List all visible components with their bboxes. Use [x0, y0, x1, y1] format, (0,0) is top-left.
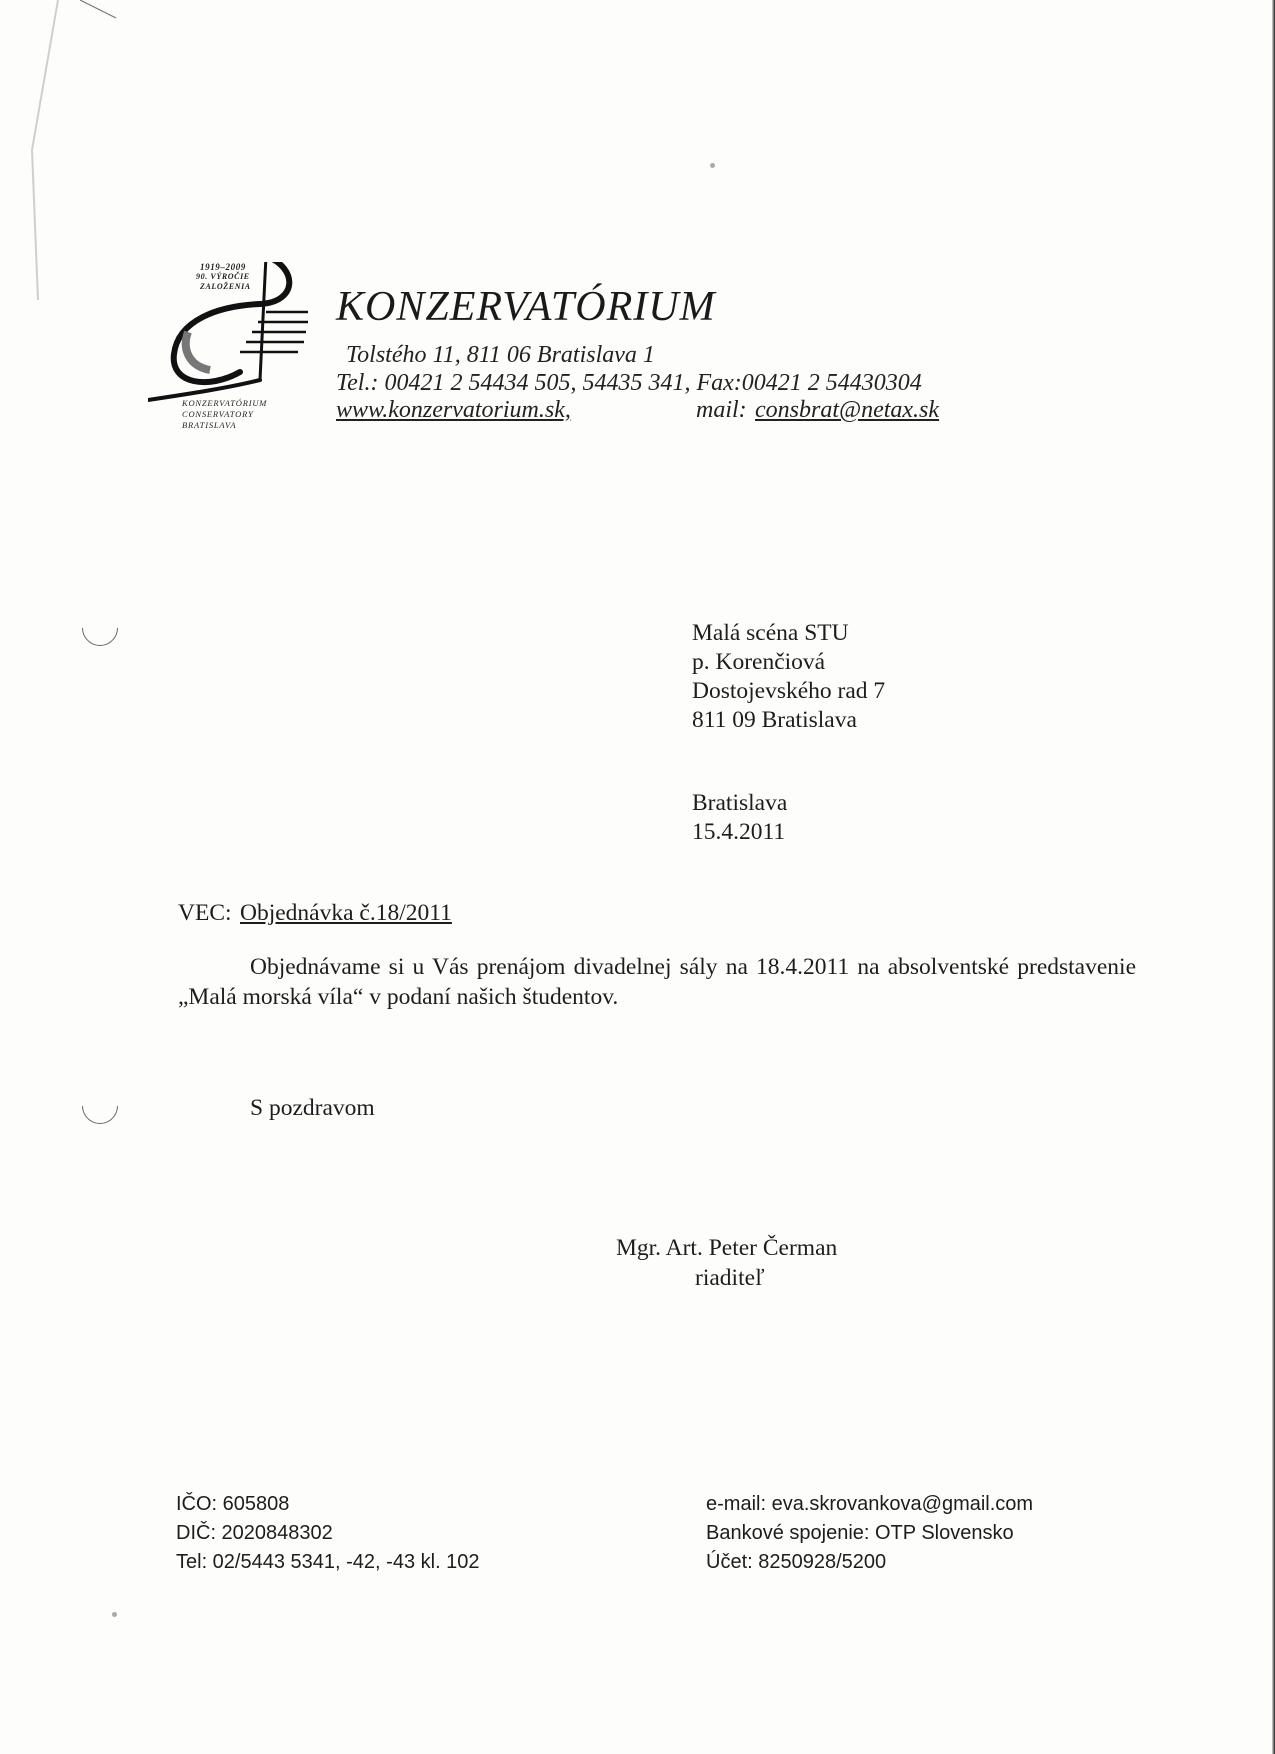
recipient-line-4: 811 09 Bratislava	[692, 707, 857, 733]
footer-dic: DIČ: 2020848302	[176, 1522, 333, 1544]
date: 15.4.2011	[692, 819, 786, 845]
header-mail-label: mail:	[696, 397, 747, 423]
subject-text: Objednávka č.18/2011	[240, 900, 452, 926]
footer-bank: Bankové spojenie: OTP Slovensko	[706, 1522, 1014, 1544]
punch-hole-mark	[75, 603, 126, 654]
footer-tel: Tel: 02/5443 5341, -42, -43 kl. 102	[176, 1551, 480, 1573]
logo-line-konzervatorium: KONZERVATÓRIUM	[182, 398, 268, 408]
header-website-link[interactable]: www.konzervatorium.sk,	[336, 397, 571, 423]
scan-speck	[710, 163, 715, 168]
conservatory-logo	[148, 262, 308, 442]
recipient-line-3: Dostojevského rad 7	[692, 678, 886, 704]
subject-label: VEC:	[178, 900, 232, 926]
footer-ico: IČO: 605808	[176, 1493, 290, 1515]
letter-body: Objednávame si u Vás prenájom divadelnej sály na 18.4.2011 na absolventské predstavenie „Malá morská víla“ v podaní našich študentov.	[178, 954, 1136, 1010]
signatory-name: Mgr. Art. Peter Čerman	[616, 1235, 838, 1261]
logo-line-conservatory: CONSERVATORY	[182, 409, 254, 419]
scan-speck	[112, 1612, 117, 1617]
signatory-title: riaditeľ	[695, 1265, 765, 1291]
closing: S pozdravom	[250, 1095, 375, 1121]
logo-line-bratislava: BRATISLAVA	[182, 420, 237, 430]
header-address: Tolstého 11, 811 06 Bratislava 1	[346, 342, 655, 368]
scan-corner-mark	[80, 0, 120, 20]
header-mail-link[interactable]: consbrat@netax.sk	[755, 397, 940, 423]
logo-founding-text: ZALOŽENIA	[200, 282, 251, 291]
place: Bratislava	[692, 790, 788, 816]
logo-anniversary-years: 1919–2009	[200, 262, 246, 272]
scan-fold-mark	[0, 0, 60, 300]
recipient-line-1: Malá scéna STU	[692, 620, 849, 646]
logo-anniversary-text: 90. VÝROČIE	[196, 272, 250, 281]
footer-account: Účet: 8250928/5200	[706, 1551, 887, 1573]
footer-email: e-mail: eva.skrovankova@gmail.com	[706, 1493, 1034, 1515]
organization-name: KONZERVATÓRIUM	[336, 284, 716, 330]
recipient-line-2: p. Korenčiová	[692, 649, 826, 675]
header-phone: Tel.: 00421 2 54434 505, 54435 341, Fax:00421 2 54430304	[336, 370, 922, 396]
punch-hole-mark	[75, 1081, 126, 1132]
